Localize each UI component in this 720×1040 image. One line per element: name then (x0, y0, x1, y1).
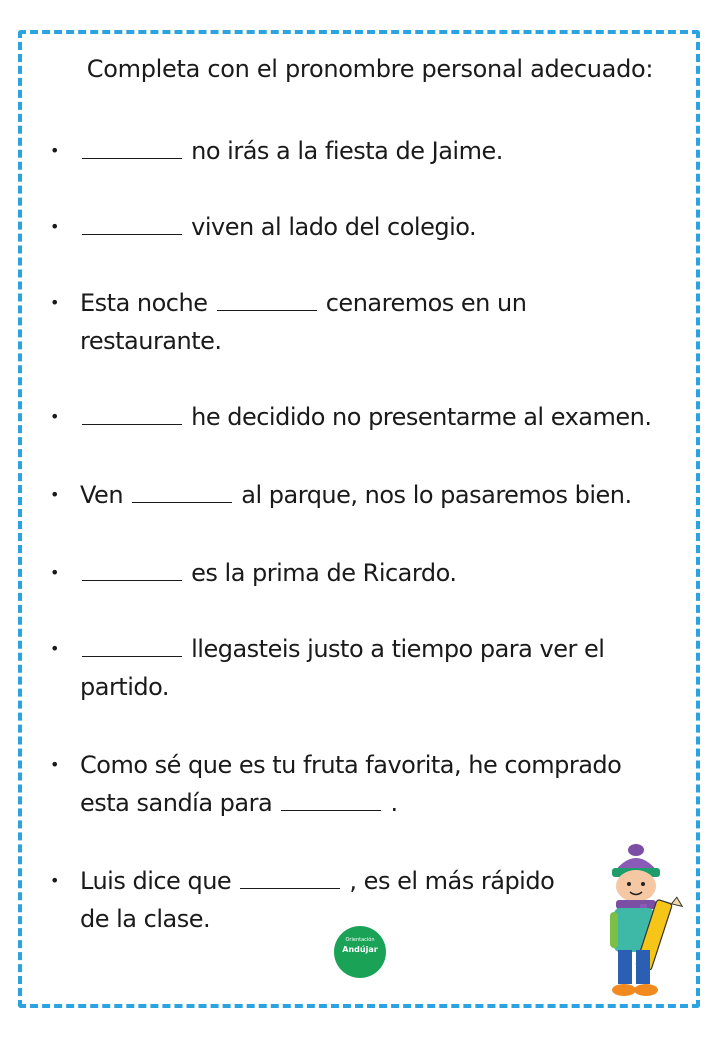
answer-blank[interactable] (82, 632, 182, 657)
kid-with-pencil-illustration (600, 842, 686, 1002)
bullet-icon: • (50, 755, 59, 774)
exercise-item: • llegasteis justo a tiempo para ver el partido. (50, 630, 660, 706)
answer-blank[interactable] (82, 556, 182, 581)
answer-blank[interactable] (240, 864, 340, 889)
bullet-icon: • (50, 217, 59, 236)
exercise-item: • es la prima de Ricardo. (50, 554, 660, 592)
bullet-icon: • (50, 407, 59, 426)
answer-blank[interactable] (82, 134, 182, 159)
bullet-icon: • (50, 141, 59, 160)
bullet-icon: • (50, 639, 59, 658)
exercise-item: • Luis dice que , es el más rápido de la clase. (50, 862, 660, 938)
answer-blank[interactable] (217, 286, 317, 311)
worksheet-title: Completa con el pronombre personal adecuado: (86, 55, 654, 83)
bullet-icon: • (50, 871, 59, 890)
answer-blank[interactable] (132, 478, 232, 503)
exercise-item: • no irás a la fiesta de Jaime. (50, 132, 660, 170)
answer-blank[interactable] (82, 400, 182, 425)
answer-blank[interactable] (82, 210, 182, 235)
bullet-icon: • (50, 563, 59, 582)
exercise-item: • Como sé que es tu fruta favorita, he comprado esta sandía para . (50, 746, 660, 822)
bullet-icon: • (50, 293, 59, 312)
exercise-item: • viven al lado del colegio. (50, 208, 660, 246)
answer-blank[interactable] (281, 786, 381, 811)
exercise-item: • he decidido no presentarme al examen. (50, 398, 660, 436)
bullet-icon: • (50, 485, 59, 504)
exercise-item: • Ven al parque, nos lo pasaremos bien. (50, 476, 660, 514)
publisher-logo: Orientación Andújar (334, 926, 386, 978)
exercise-item: • Esta noche cenaremos en un restaurante. (50, 284, 660, 360)
